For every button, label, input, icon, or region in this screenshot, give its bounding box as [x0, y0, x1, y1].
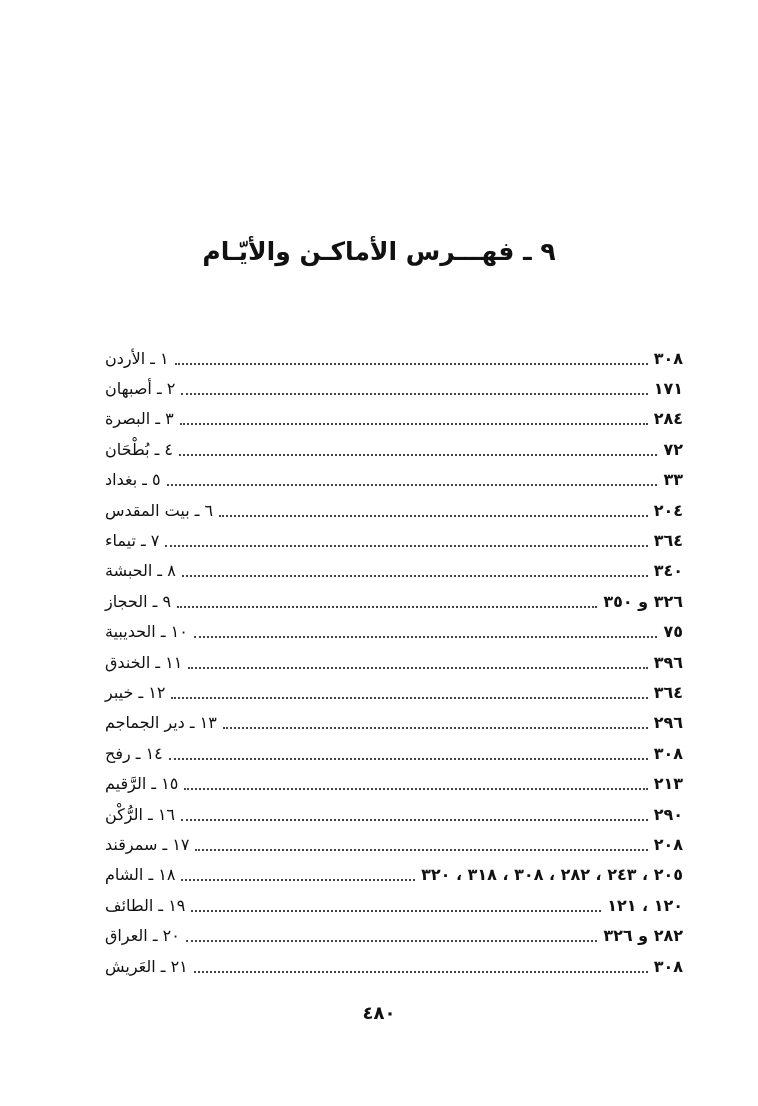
places-index-list: [105, 343, 683, 981]
dot-leader: [186, 939, 598, 942]
dot-leader: [175, 362, 648, 365]
index-entry: [105, 829, 683, 859]
index-entry: [105, 465, 683, 495]
entry-label: ١٨ ـ الشام: [105, 865, 176, 885]
entry-page-numbers: ١٧١: [653, 379, 683, 399]
entry-page-numbers: ٣٤٠: [653, 561, 683, 581]
index-entry: [105, 373, 683, 403]
entry-page-numbers: ٣٢٦ و ٣٥٠: [603, 591, 683, 611]
entry-page-numbers: ٣٦٤: [653, 682, 683, 702]
dot-leader: [219, 514, 648, 517]
dot-leader: [181, 818, 648, 821]
dot-leader: [195, 848, 647, 851]
page-number: ٤٨٠: [362, 1003, 396, 1024]
entry-label: ١١ ـ الخندق: [105, 652, 183, 672]
entry-page-numbers: ٢٩٦: [653, 713, 683, 733]
entry-label: ١٠ ـ الحديبية: [105, 622, 188, 642]
index-entry: [105, 799, 683, 829]
index-entry: [105, 586, 683, 616]
entry-page-numbers: ٧٥: [663, 622, 683, 642]
dot-leader: [177, 605, 597, 608]
dot-leader: [223, 726, 648, 729]
entry-page-numbers: ٣٩٦: [653, 652, 683, 672]
index-entry: [105, 860, 683, 890]
index-entry: [105, 434, 683, 464]
dot-leader: [181, 392, 647, 395]
index-entry: [105, 647, 683, 677]
index-entry: [105, 708, 683, 738]
entry-page-numbers: ٢٠٤: [653, 500, 683, 520]
entry-page-numbers: ٣٦٤: [653, 531, 683, 551]
entry-label: ٨ ـ الحبشة: [105, 561, 176, 581]
index-entry: [105, 677, 683, 707]
entry-page-numbers: ٣٠٨: [653, 956, 683, 976]
dot-leader: [167, 483, 658, 486]
entry-label: ١٤ ـ رفح: [105, 743, 163, 763]
entry-page-numbers: ٢١٣: [653, 774, 683, 794]
entry-page-numbers: ٢٠٥ ، ٢٤٣ ، ٢٨٢ ، ٣٠٨ ، ٣١٨ ، ٣٢٠: [421, 865, 683, 885]
dot-leader: [169, 757, 648, 760]
entry-label: ١٢ ـ خيبر: [105, 682, 166, 702]
dot-leader: [188, 666, 647, 669]
index-entry: [105, 768, 683, 798]
index-entry: [105, 404, 683, 434]
dot-leader: [165, 544, 647, 547]
entry-label: ١٩ ـ الطائف: [105, 895, 186, 915]
dot-leader: [194, 635, 658, 638]
index-entry: [105, 890, 683, 920]
entry-label: ٢ ـ أصبهان: [105, 379, 176, 399]
entry-page-numbers: ٧٢: [663, 439, 683, 459]
entry-label: ٢١ ـ العَريش: [105, 956, 188, 976]
dot-leader: [191, 909, 601, 912]
entry-page-numbers: ٢٩٠: [653, 804, 683, 824]
dot-leader: [171, 696, 647, 699]
entry-page-numbers: ٣٠٨: [653, 348, 683, 368]
entry-label: ٤ ـ بُطْحَان: [105, 439, 173, 459]
index-entry: [105, 525, 683, 555]
dot-leader: [182, 574, 648, 577]
entry-label: ١٣ ـ دير الجماجم: [105, 713, 217, 733]
entry-label: ٩ ـ الحجاز: [105, 591, 172, 611]
entry-label: ١ ـ الأردن: [105, 348, 169, 368]
entry-label: ٧ ـ تيماء: [105, 531, 160, 551]
dot-leader: [194, 970, 648, 973]
entry-page-numbers: ١٢٠ ، ١٢١: [607, 895, 683, 915]
dot-leader: [179, 453, 657, 456]
entry-page-numbers: ٣٠٨: [653, 743, 683, 763]
page-title: ٩ ـ فهـــرس الأماكـن والأيّـام: [202, 236, 556, 266]
index-entry: [105, 495, 683, 525]
entry-label: ٥ ـ بغداد: [105, 470, 161, 490]
entry-label: ١٧ ـ سمرقند: [105, 834, 190, 854]
index-entry: [105, 920, 683, 950]
entry-label: ١٦ ـ الرُّكْن: [105, 804, 175, 824]
entry-label: ٢٠ ـ العراق: [105, 926, 180, 946]
index-entry: [105, 951, 683, 981]
index-entry: [105, 617, 683, 647]
entry-label: ٦ ـ بيت المقدس: [105, 500, 214, 520]
index-entry: [105, 738, 683, 768]
dot-leader: [180, 422, 648, 425]
entry-page-numbers: ٢٨٤: [653, 409, 683, 429]
entry-page-numbers: ٢٨٢ و ٣٢٦: [603, 926, 683, 946]
index-entry: [105, 343, 683, 373]
entry-page-numbers: ٣٣: [663, 470, 683, 490]
entry-label: ١٥ ـ الرَّقيم: [105, 774, 179, 794]
dot-leader: [184, 787, 647, 790]
entry-label: ٣ ـ البصرة: [105, 409, 174, 429]
entry-page-numbers: ٢٠٨: [653, 834, 683, 854]
dot-leader: [181, 878, 415, 881]
index-entry: [105, 556, 683, 586]
